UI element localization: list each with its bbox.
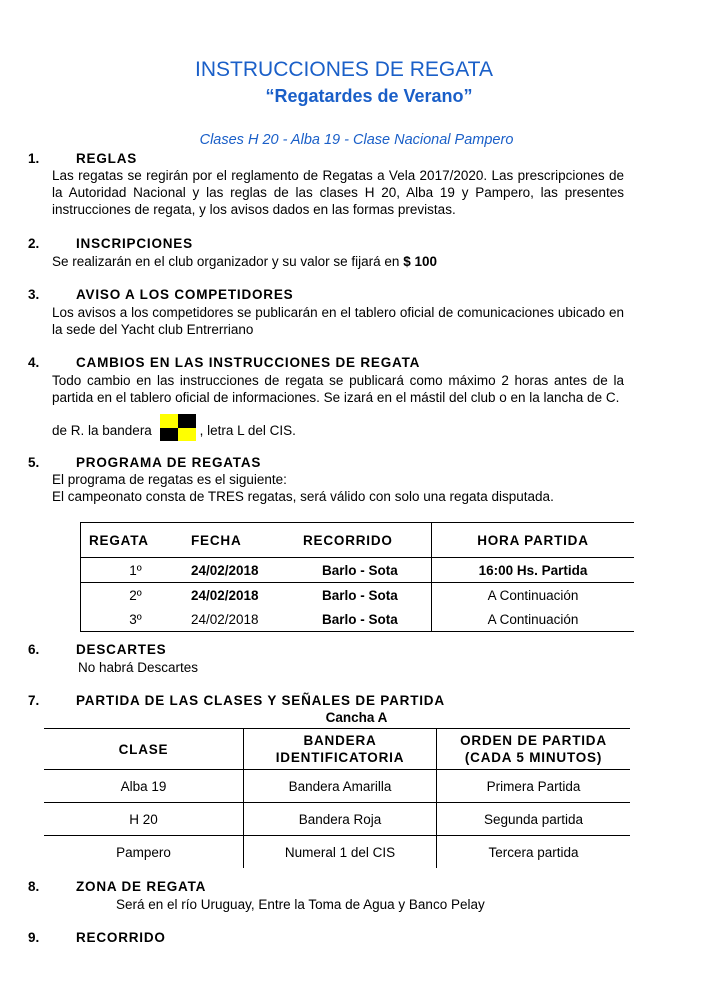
section-text-cambios-flag-line xyxy=(52,414,624,441)
table-row xyxy=(44,770,630,803)
section-heading-reglas: REGLAS xyxy=(76,151,138,166)
cell: 24/02/2018 xyxy=(190,607,302,632)
section-heading-programa: PROGRAMA DE REGATAS xyxy=(76,455,262,470)
table-row xyxy=(81,583,635,608)
cell: Bandera Amarilla xyxy=(244,770,437,803)
document-title: INSTRUCCIONES DE REGATA xyxy=(195,58,493,81)
col-hora: HORA PARTIDA xyxy=(432,523,635,558)
col-orden-line1: ORDEN DE PARTIDA xyxy=(460,733,607,748)
cell: Primera Partida xyxy=(437,770,631,803)
cell: Tercera partida xyxy=(488,844,579,860)
cell: Barlo - Sota xyxy=(302,583,432,608)
cell: Numeral 1 del CIS xyxy=(244,836,437,869)
section-text-cambios: Todo cambio en las instrucciones de regata se publicará como máximo 2 horas antes de la partida en el tablero oficial de informaciones. Se izará en el mástil del club o en la lancha de C. xyxy=(52,373,624,405)
section-number: 3. xyxy=(28,287,40,302)
l-flag-icon xyxy=(160,414,196,441)
section-heading-inscripciones: INSCRIPCIONES xyxy=(76,236,193,251)
section-heading-cambios: CAMBIOS EN LAS INSTRUCCIONES DE REGATA xyxy=(76,355,421,370)
section-number: 7. xyxy=(28,693,40,708)
cell: 2º xyxy=(81,583,191,608)
section-number: 1. xyxy=(28,151,40,166)
cell: Segunda partida xyxy=(437,803,631,836)
cell: 3º xyxy=(81,607,191,632)
programa-line-2: El campeonato consta de TRES regatas, será válido con solo una regata disputada. xyxy=(52,489,554,504)
cell: Barlo - Sota xyxy=(302,558,432,583)
section-text-descartes: No habrá Descartes xyxy=(78,660,199,675)
cell: Bandera Roja xyxy=(244,803,437,836)
col-regata: REGATA xyxy=(81,523,191,558)
section-number: 9. xyxy=(28,930,40,945)
section-text-aviso: Los avisos a los competidores se publicarán en el tablero oficial de comunicaciones ubicado en la sede del Yacht club Entrerriano xyxy=(52,305,624,337)
section-heading-partida: PARTIDA DE LAS CLASES Y SEÑALES DE PARTIDA xyxy=(76,693,445,708)
col-bandera-line2: IDENTIFICATORIA xyxy=(275,750,405,765)
section-number: 8. xyxy=(28,879,40,894)
cell: Pampero xyxy=(44,836,244,869)
start-table-header xyxy=(44,729,630,770)
col-recorrido: RECORRIDO xyxy=(302,523,432,558)
cell: Barlo - Sota xyxy=(302,607,432,632)
col-clase: CLASE xyxy=(44,729,244,770)
flag-line-suffix: , letra L del CIS. xyxy=(199,423,296,438)
cell: A Continuación xyxy=(432,607,635,632)
cell: 16:00 Hs. Partida xyxy=(432,558,635,583)
cell: A Continuación xyxy=(487,587,579,603)
document-subtitle: “Regatardes de Verano” xyxy=(265,86,473,106)
section-number: 5. xyxy=(28,455,40,470)
inscripciones-text: Se realizarán en el club organizador y su valor se fijará en xyxy=(52,254,404,269)
section-heading-recorrido: RECORRIDO xyxy=(76,930,166,945)
cell: 24/02/2018 xyxy=(190,558,302,583)
section-heading-aviso: AVISO A LOS COMPETIDORES xyxy=(76,287,294,302)
classes-line: Clases H 20 - Alba 19 - Clase Nacional Pampero xyxy=(199,132,514,148)
col-bandera-line1: BANDERA xyxy=(303,733,377,748)
col-orden xyxy=(437,729,631,770)
col-fecha: FECHA xyxy=(190,523,302,558)
cell: 1º xyxy=(81,558,191,583)
flag-line-text: de R. la bandera xyxy=(52,423,152,438)
section-number: 6. xyxy=(28,642,40,657)
cancha-label: Cancha A xyxy=(325,710,388,725)
section-text-inscripciones xyxy=(52,253,624,270)
table-row xyxy=(81,607,635,632)
cell: Alba 19 xyxy=(44,770,244,803)
program-table xyxy=(80,522,634,632)
section-heading-descartes: DESCARTES xyxy=(76,642,167,657)
start-table xyxy=(44,728,630,868)
section-text-zona: Será en el río Uruguay, Entre la Toma de Agua y Banco Pelay xyxy=(116,897,485,912)
table-row xyxy=(44,803,630,836)
section-text-reglas: Las regatas se regirán por el reglamento de Regatas a Vela 2017/2020. Las prescripciones de la Autoridad Nacional y las reglas de las clases H 20, Alba 19 y Pampero, las presentes instrucciones de regata, y los avisos dados en las formas previstas. xyxy=(52,168,624,217)
section-number: 4. xyxy=(28,355,40,370)
cell: 24/02/2018 xyxy=(191,587,259,603)
col-orden-line2: (CADA 5 MINUTOS) xyxy=(464,750,603,765)
cell: H 20 xyxy=(44,803,244,836)
table-row xyxy=(81,558,635,583)
program-table-header xyxy=(81,523,635,558)
section-number: 2. xyxy=(28,236,40,251)
section-heading-zona: ZONA DE REGATA xyxy=(76,879,207,894)
programa-line-1: El programa de regatas es el siguiente: xyxy=(52,472,287,487)
table-row xyxy=(44,836,630,869)
col-bandera xyxy=(244,729,437,770)
inscripciones-amount: $ 100 xyxy=(403,254,437,269)
